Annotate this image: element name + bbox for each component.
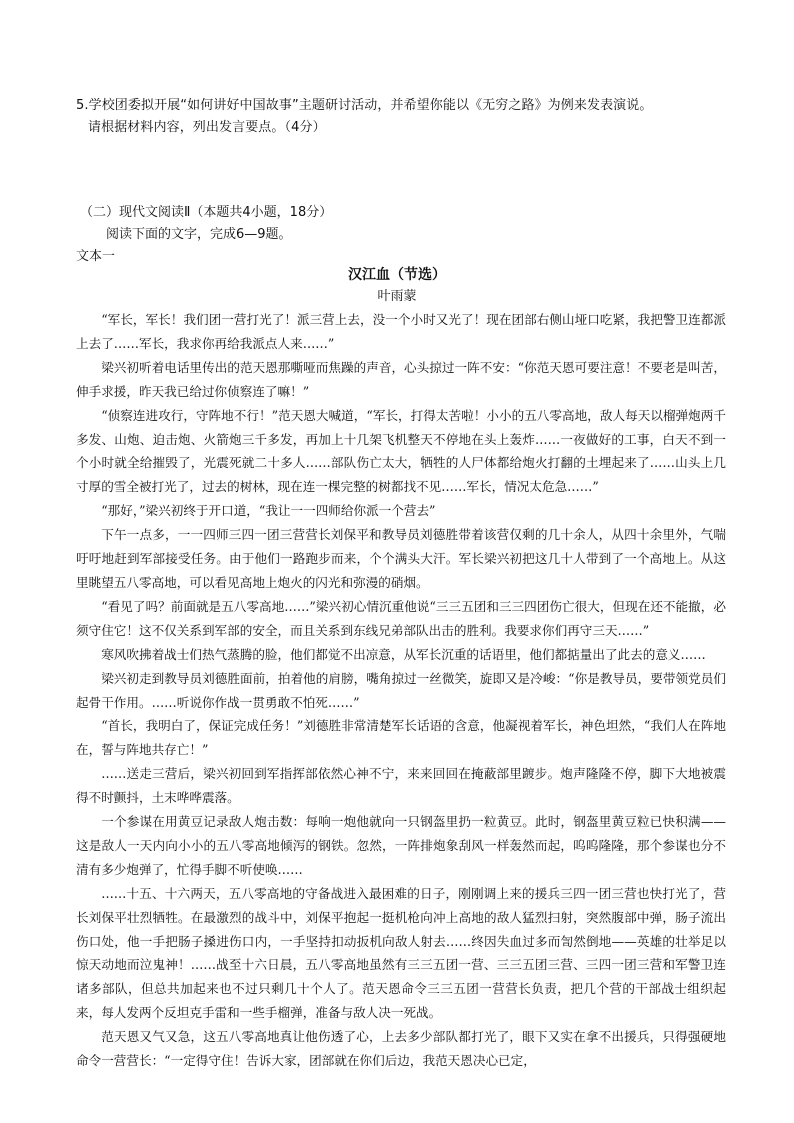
paragraph: “首长，我明白了，保证完成任务！”刘德胜非常清楚军长话语的含意，他凝视着军长，神色坦然，“我们人在阵地在，誓与阵地共存亡！” [76, 718, 726, 758]
question-5 [76, 95, 736, 139]
paragraph: 梁兴初听着电话里传出的范天恩那嘶哑而焦躁的声音，心头掠过一阵不安：“你范天恩可要注意！不要老是叫苦，伸手求援，昨天我已给过你侦察连了嘛！” [76, 359, 726, 399]
paragraph: ……送走三营后，梁兴初回到军指挥部依然心神不宁，来来回回在掩蔽部里踱步。炮声隆隆不停，脚下大地被震得不时颤抖，土末哗哗震落。 [76, 766, 726, 806]
article-title: 汉江血（节选） [348, 267, 446, 283]
paragraph: 一个参谋在用黄豆记录敌人炮击数：每响一炮他就向一只钢盔里扔一粒黄豆。此时，钢盔里黄豆粒已快积满——这是敌人一天内向小小的五八零高地倾泻的钢铁。忽然，一阵排炮象刮风一样轰然而起，呜呜隆隆，那个参谋也分不清有多少炮弹了，忙得手脚不听使唤…… [76, 814, 726, 877]
paragraph: “看见了吗？前面就是五八零高地……”梁兴初心情沉重他说“三三五团和三三四团伤亡很大，但现在还不能撤，必须守住它！这不仅关系到军部的安全，而且关系到东线兄弟部队出击的胜利。我要求你们再守三天……” [76, 598, 726, 638]
section-instruction: 阅读下面的文字，完成6—9题。 [106, 227, 292, 242]
paragraph: 寒风吹拂着战士们热气蒸腾的脸，他们都觉不出凉意，从军长沉重的话语里，他们都掂量出了此去的意义…… [101, 646, 706, 662]
text-label: 文本一 [76, 249, 116, 264]
paragraph: “侦察连进攻行，守阵地不行！”范天恩大喊道，“军长，打得太苦啦！小小的五八零高地，敌人每天以榴弹炮两千多发、山炮、迫击炮、火箭炮三千多发，再加上十几架飞机整天不停地在头上轰炸……一夜做好的工事，白天不到一个小时就全给摧毁了，光震死就二十多人……部队伤亡太大，牺牲的人尸体都给炮火打翻的土埋起来了……山头上几寸厚的雪全被打光了，过去的树林，现在连一棵完整的树都找不见……军长，情况太危急……” [76, 407, 726, 495]
paragraph: 范天恩又气又急，这五八零高地真让他伤透了心，上去多少部队都打光了，眼下又实在拿不出援兵，只得强硬地命令一营营长：“一定得守住！告诉大家，团部就在你们后边，我范天恩决心已定， [76, 1029, 726, 1069]
paragraph: “那好，”梁兴初终于开口道，“我让一一四师给你派一个营去” [101, 503, 436, 519]
article-author: 叶雨蒙 [377, 289, 417, 304]
paragraph: 下午一点多，一一四师三四一团三营营长刘保平和教导员刘德胜带着该营仅剩的几十余人，从四十余里外，气喘吁吁地赶到军部接受任务。由于他们一路跑步而来，个个满头大汗。军长梁兴初把这几十人带到了一个高地上。从这里眺望五八零高地，可以看见高地上炮火的闪光和弥漫的硝烟。 [76, 527, 726, 590]
question-5-line-2: 请根据材料内容，列出发言要点。（4分） [88, 120, 326, 135]
paragraph: “军长，军长！我们团一营打光了！派三营上去，没一个小时又光了！现在团部右侧山垭口吃紧，我把警卫连都派上去了……军长，我求你再给我派点人来……” [76, 312, 726, 351]
question-5-line-1: 5.学校团委拟开展“如何讲好中国故事”主题研讨活动，并希望你能以《无穷之路》为例来发表演说。 [76, 98, 653, 113]
article-body [76, 308, 726, 1073]
paragraph: 梁兴初走到教导员刘德胜面前，拍着他的肩膀，嘴角掠过一丝微笑，旋即又是冷峻：“你是教导员，要带领党员们起骨干作用。……听说你作战一贯勇敢不怕死……” [76, 670, 726, 710]
section-header [80, 202, 740, 246]
paragraph: ……十五、十六两天，五八零高地的守备战进入最困难的日子，刚刚调上来的援兵三四一团三营也快打光了，营长刘保平壮烈牺牲。在最激烈的战斗中，刘保平抱起一挺机枪向冲上高地的敌人猛烈扫射，突然腹部中弹，肠子流出伤口处，他一手把肠子搡进伤口内，一手坚持扣动扳机向敌人射去……终因失血过多而訇然倒地——英雄的壮举足以惊天动地而泣鬼神！……战至十六日晨，五八零高地虽然有三三五团一营、三三五团三营、三四一团三营和军警卫连诸多部队，但总共加起来也不过只剩几十个人了。范天恩命令三三五团一营营长负责，把几个营的干部战士组织起来，每人发两个反坦克手雷和一些手榴弹，准备与敌人决一死战。 [76, 885, 726, 1021]
section-heading: （二）现代文阅读Ⅱ（本题共4小题，18分） [80, 205, 333, 220]
